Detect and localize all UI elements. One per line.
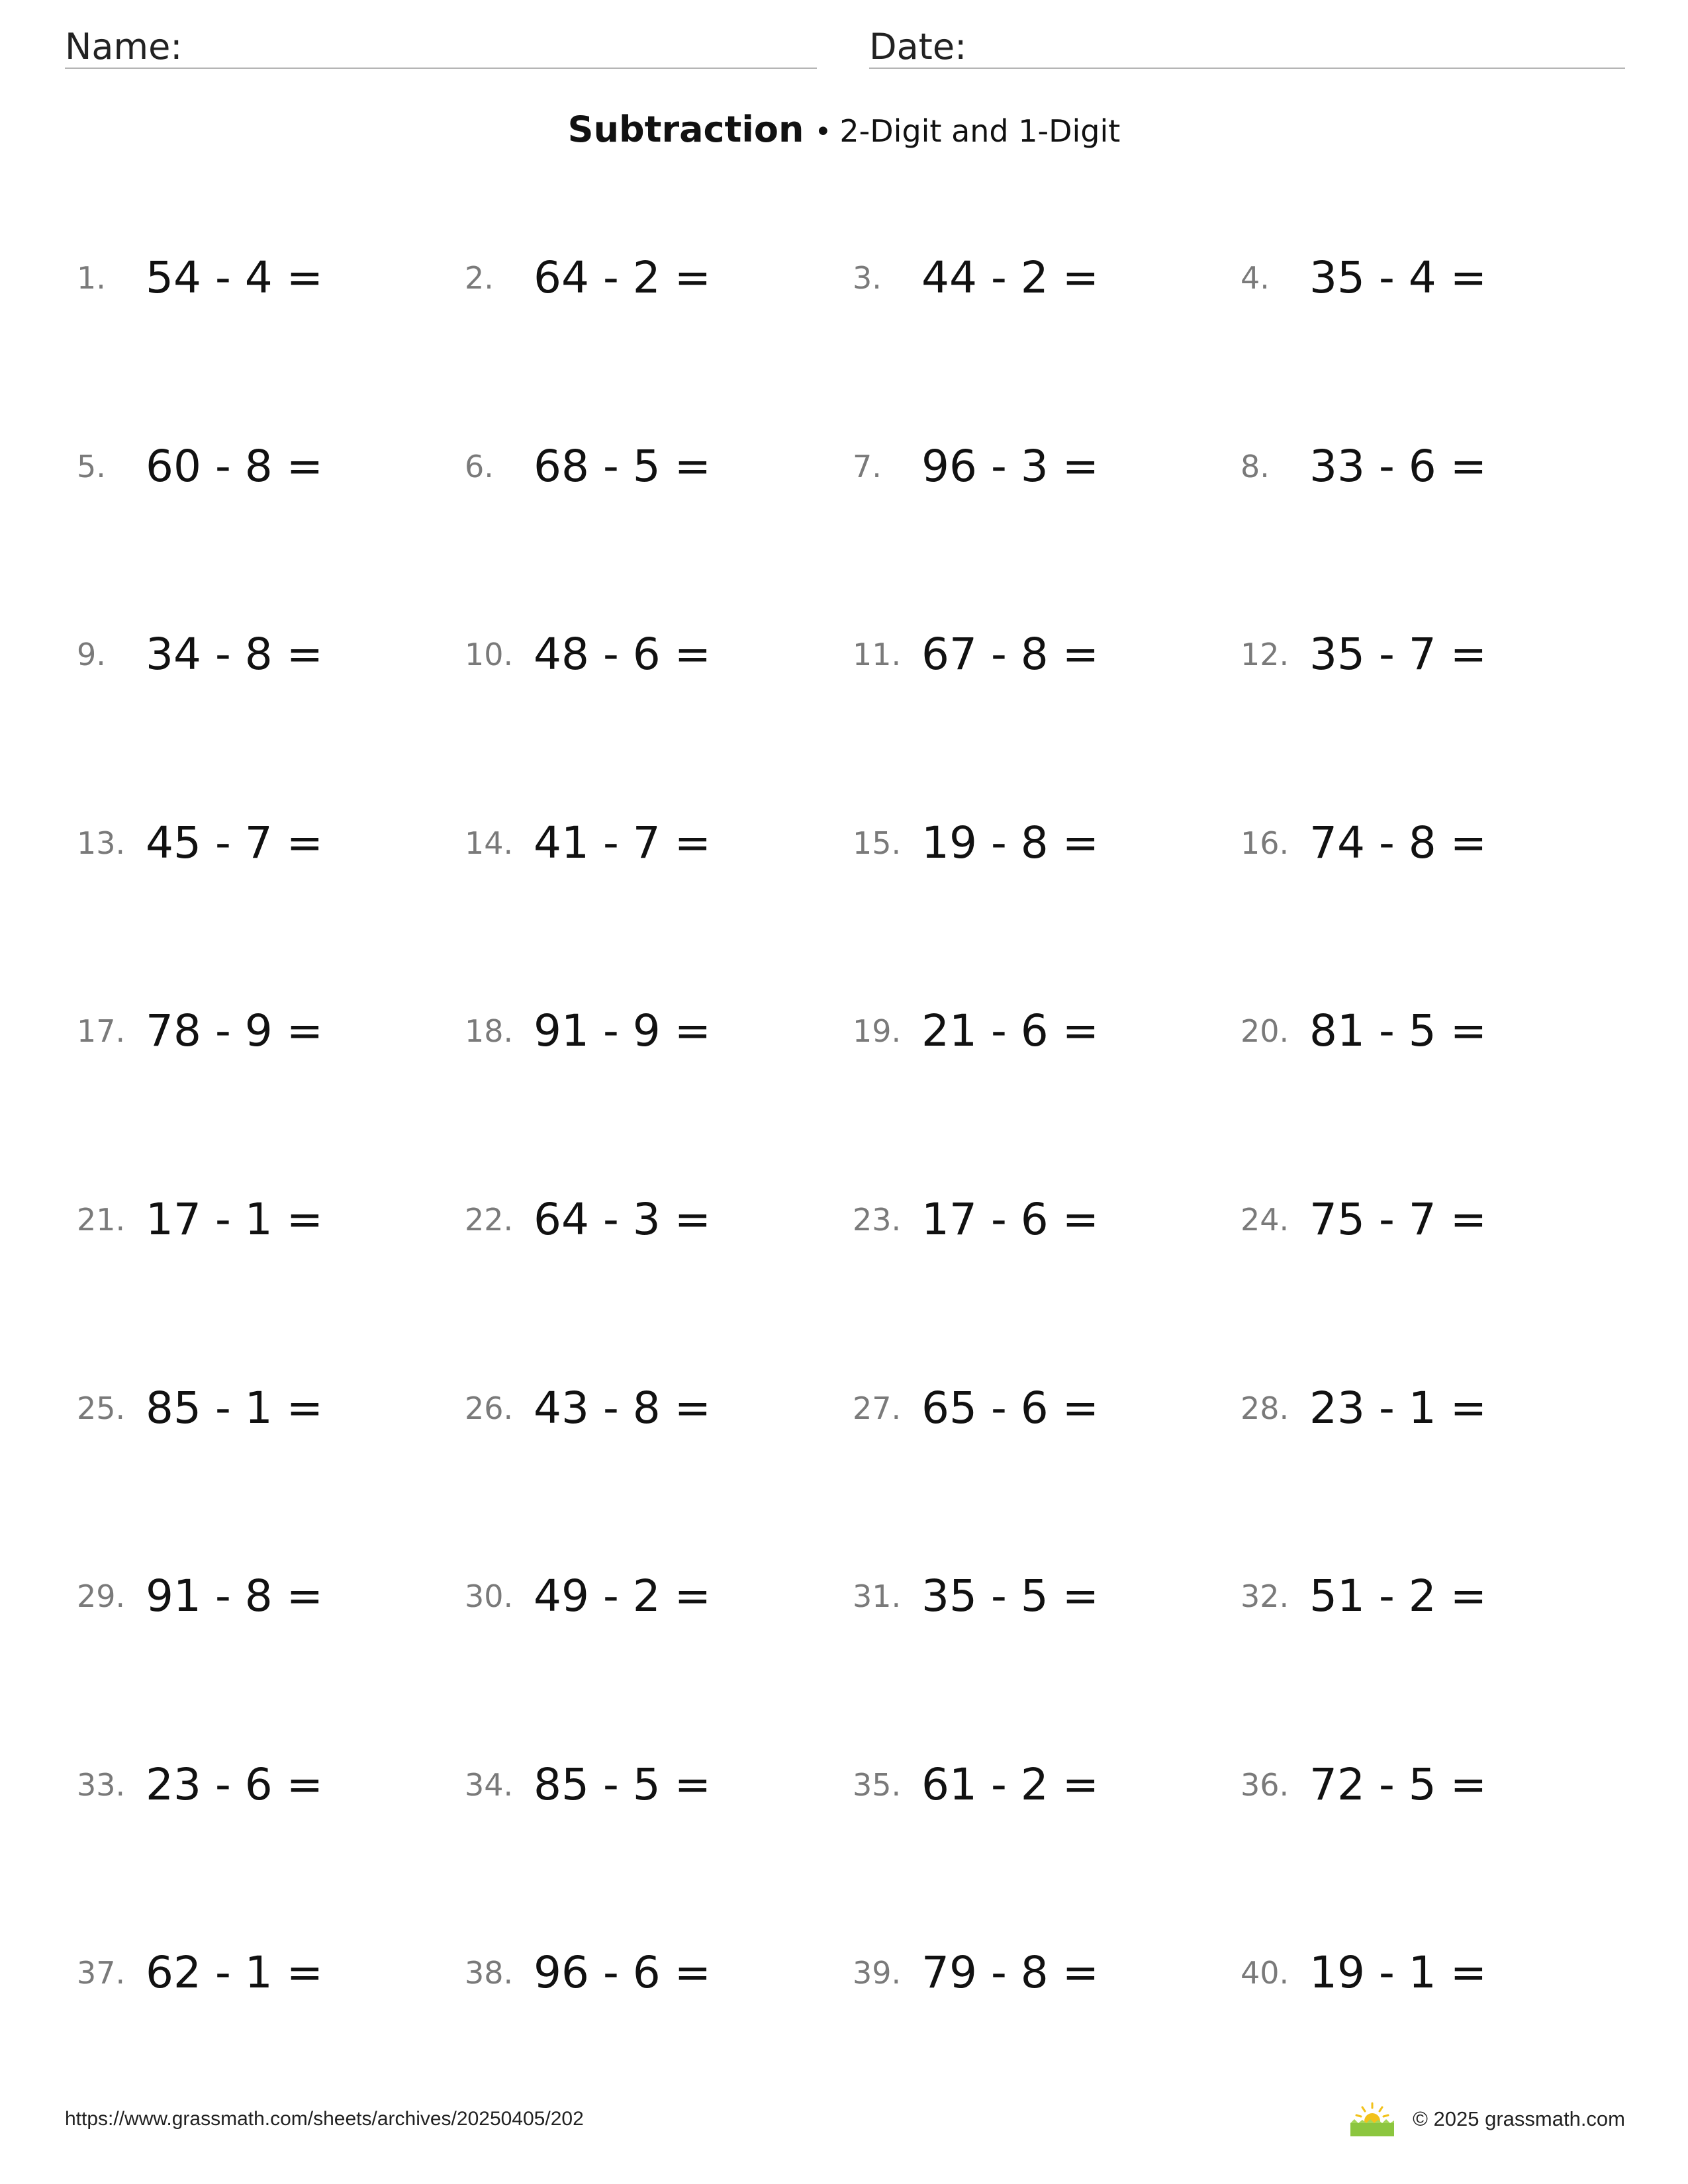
problem-item: [1237, 1752, 1624, 1818]
name-field[interactable]: [65, 25, 817, 69]
problem-number: 33.: [77, 1766, 126, 1803]
date-field[interactable]: [869, 25, 1625, 69]
problem-expression: 35 - 4 =: [1309, 252, 1487, 303]
problem-item: [461, 1752, 849, 1818]
problem-expression: 51 - 2 =: [1309, 1570, 1487, 1622]
problem-number: 21.: [77, 1201, 126, 1238]
problem-number: 17.: [77, 1013, 126, 1050]
problem-item: [73, 245, 461, 311]
problem-number: 29.: [77, 1578, 126, 1615]
problem-number: 22.: [465, 1201, 514, 1238]
problem-item: [849, 1940, 1237, 2006]
worksheet-title: [0, 106, 1688, 162]
problem-expression: 49 - 2 =: [534, 1570, 712, 1622]
problem-item: [1237, 1563, 1624, 1629]
problem-item: [73, 621, 461, 688]
problem-number: 11.: [853, 637, 902, 673]
problem-number: 20.: [1241, 1013, 1289, 1050]
problem-number: 24.: [1241, 1201, 1289, 1238]
sun-over-grass-icon: [1349, 2102, 1395, 2136]
title-subtitle: 2-Digit and 1-Digit: [839, 113, 1121, 149]
problem-expression: 81 - 5 =: [1309, 1005, 1487, 1057]
problem-number: 8.: [1241, 448, 1270, 484]
problem-grid: [73, 245, 1622, 2128]
problem-number: 27.: [853, 1390, 902, 1426]
problem-expression: 79 - 8 =: [921, 1947, 1100, 1999]
problem-number: 10.: [465, 637, 514, 673]
problem-number: 31.: [853, 1578, 902, 1615]
problem-item: [461, 433, 849, 500]
problem-item: [73, 1375, 461, 1441]
problem-number: 4.: [1241, 260, 1270, 296]
problem-expression: 62 - 1 =: [146, 1947, 324, 1999]
problem-item: [849, 621, 1237, 688]
problem-expression: 21 - 6 =: [921, 1005, 1100, 1057]
problem-number: 35.: [853, 1766, 902, 1803]
problem-item: [461, 1940, 849, 2006]
problem-expression: 35 - 5 =: [921, 1570, 1100, 1622]
problem-item: [461, 1187, 849, 1253]
problem-expression: 19 - 8 =: [921, 817, 1100, 868]
problem-number: 18.: [465, 1013, 514, 1050]
problem-expression: 75 - 7 =: [1309, 1193, 1487, 1245]
problem-item: [1237, 1187, 1624, 1253]
problem-number: 5.: [77, 448, 106, 484]
problem-expression: 35 - 7 =: [1309, 629, 1487, 680]
problem-number: 12.: [1241, 637, 1289, 673]
problem-expression: 67 - 8 =: [921, 629, 1100, 680]
copyright-text: © 2025 grassmath.com: [1413, 2107, 1625, 2130]
problem-expression: 74 - 8 =: [1309, 817, 1487, 868]
problem-number: 19.: [853, 1013, 902, 1050]
problem-expression: 48 - 6 =: [534, 629, 712, 680]
problem-expression: 45 - 7 =: [146, 817, 324, 868]
problem-item: [1237, 810, 1624, 876]
problem-expression: 91 - 9 =: [534, 1005, 712, 1057]
problem-item: [849, 810, 1237, 876]
problem-item: [849, 433, 1237, 500]
problem-item: [461, 998, 849, 1064]
problem-number: 6.: [465, 448, 494, 484]
problem-item: [1237, 1375, 1624, 1441]
problem-number: 36.: [1241, 1766, 1289, 1803]
footer-brand: [1349, 2099, 1625, 2139]
problem-number: 14.: [465, 825, 514, 861]
problem-expression: 34 - 8 =: [146, 629, 324, 680]
problem-expression: 23 - 6 =: [146, 1758, 324, 1810]
problem-number: 23.: [853, 1201, 902, 1238]
problem-item: [1237, 433, 1624, 500]
problem-number: 15.: [853, 825, 902, 861]
problem-number: 2.: [465, 260, 494, 296]
problem-expression: 65 - 6 =: [921, 1382, 1100, 1433]
problem-expression: 41 - 7 =: [534, 817, 712, 868]
problem-number: 13.: [77, 825, 126, 861]
problem-item: [73, 810, 461, 876]
problem-item: [1237, 998, 1624, 1064]
problem-expression: 17 - 6 =: [921, 1193, 1100, 1245]
date-label: Date:: [869, 26, 967, 68]
problem-number: 34.: [465, 1766, 514, 1803]
problem-number: 40.: [1241, 1955, 1289, 1991]
title-separator: •: [814, 115, 832, 149]
problem-number: 28.: [1241, 1390, 1289, 1426]
problem-expression: 60 - 8 =: [146, 440, 324, 492]
problem-expression: 17 - 1 =: [146, 1193, 324, 1245]
problem-expression: 85 - 5 =: [534, 1758, 712, 1810]
problem-number: 9.: [77, 637, 106, 673]
problem-item: [73, 1940, 461, 2006]
problem-item: [73, 1187, 461, 1253]
problem-expression: 68 - 5 =: [534, 440, 712, 492]
title-main: Subtraction: [567, 109, 804, 150]
problem-expression: 91 - 8 =: [146, 1570, 324, 1622]
problem-expression: 78 - 9 =: [146, 1005, 324, 1057]
problem-item: [461, 810, 849, 876]
problem-number: 25.: [77, 1390, 126, 1426]
problem-number: 3.: [853, 260, 882, 296]
problem-item: [849, 1752, 1237, 1818]
problem-expression: 23 - 1 =: [1309, 1382, 1487, 1433]
problem-expression: 96 - 3 =: [921, 440, 1100, 492]
problem-expression: 33 - 6 =: [1309, 440, 1487, 492]
problem-number: 38.: [465, 1955, 514, 1991]
problem-item: [849, 1563, 1237, 1629]
problem-item: [849, 1375, 1237, 1441]
problem-item: [1237, 621, 1624, 688]
problem-expression: 64 - 3 =: [534, 1193, 712, 1245]
problem-number: 32.: [1241, 1578, 1289, 1615]
problem-item: [1237, 1940, 1624, 2006]
problem-number: 7.: [853, 448, 882, 484]
problem-item: [461, 1375, 849, 1441]
problem-item: [849, 1187, 1237, 1253]
problem-item: [73, 998, 461, 1064]
problem-expression: 85 - 1 =: [146, 1382, 324, 1433]
problem-number: 39.: [853, 1955, 902, 1991]
problem-item: [73, 1752, 461, 1818]
problem-item: [1237, 245, 1624, 311]
problem-number: 26.: [465, 1390, 514, 1426]
problem-expression: 72 - 5 =: [1309, 1758, 1487, 1810]
problem-item: [461, 1563, 849, 1629]
footer-url: https://www.grassmath.com/sheets/archives/20250405/202: [65, 2108, 584, 2130]
problem-expression: 43 - 8 =: [534, 1382, 712, 1433]
problem-expression: 96 - 6 =: [534, 1947, 712, 1999]
problem-item: [461, 621, 849, 688]
problem-number: 1.: [77, 260, 106, 296]
problem-item: [849, 998, 1237, 1064]
problem-item: [849, 245, 1237, 311]
problem-number: 37.: [77, 1955, 126, 1991]
problem-expression: 54 - 4 =: [146, 252, 324, 303]
problem-number: 16.: [1241, 825, 1289, 861]
problem-expression: 64 - 2 =: [534, 252, 712, 303]
problem-item: [73, 433, 461, 500]
problem-number: 30.: [465, 1578, 514, 1615]
problem-expression: 44 - 2 =: [921, 252, 1100, 303]
name-label: Name:: [65, 26, 183, 68]
problem-expression: 61 - 2 =: [921, 1758, 1100, 1810]
problem-expression: 19 - 1 =: [1309, 1947, 1487, 1999]
problem-item: [461, 245, 849, 311]
problem-item: [73, 1563, 461, 1629]
